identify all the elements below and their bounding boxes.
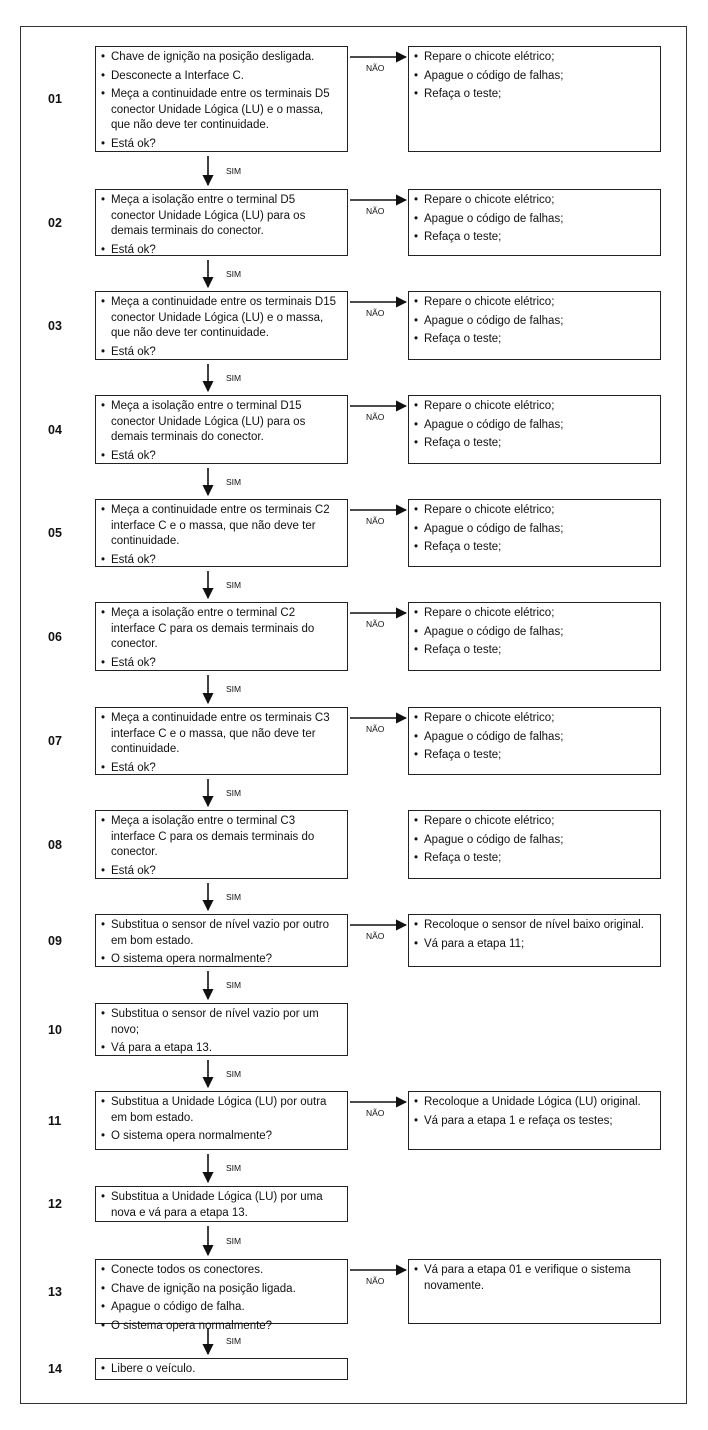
result-box-01: [408, 46, 661, 152]
no-label: NÃO: [366, 412, 385, 422]
bullet-item: • Substitua o sensor de nível vazio por outro em bom estado.: [101, 918, 342, 949]
bullet-item: • Recoloque o sensor de nível baixo original.: [414, 918, 655, 934]
no-label: NÃO: [366, 308, 385, 318]
yes-label: SIM: [226, 684, 242, 694]
bullet-item: • Refaça o teste;: [414, 436, 655, 452]
step-number: 08: [48, 837, 62, 852]
step-number: 07: [48, 734, 62, 748]
bullet-item: • Vá para a etapa 01 e verifique o sistema novamente.: [414, 1263, 655, 1294]
step-box-10: [95, 1003, 348, 1056]
bullet-item: • Apague o código de falhas;: [414, 522, 655, 538]
yes-label: SIM: [226, 579, 242, 590]
bullet-item: • Refaça o teste;: [414, 851, 655, 867]
result-box-11: [408, 1091, 661, 1150]
bullet-item: • Meça a continuidade entre os terminais D15 conector Unidade Lógica (LU) e o massa, que não deve ter continuidade.: [101, 295, 342, 342]
step-box-04: [95, 395, 348, 464]
bullet-item: • Meça a isolação entre o terminal C3 interface C para os demais terminais do conector.: [101, 814, 342, 861]
yes-label: SIM: [226, 1336, 242, 1346]
step-number: 02: [48, 215, 62, 230]
yes-label: SIM: [226, 1068, 242, 1079]
step-number: 05: [48, 526, 62, 540]
bullet-item: • Apague o código de falhas;: [414, 212, 655, 228]
step-box-13: [95, 1259, 348, 1332]
bullet-item: • Está ok?: [101, 656, 342, 672]
bullet-item: • Vá para a etapa 11;: [414, 937, 655, 953]
bullet-item: • Apague o código de falhas;: [414, 314, 655, 330]
bullet-item: • Está ok?: [101, 761, 342, 777]
step-box-03: [95, 291, 348, 360]
no-label: NÃO: [366, 206, 385, 216]
bullet-item: • Está ok?: [101, 137, 342, 153]
step-number: 04: [48, 422, 62, 437]
bullet-item: • Vá para a etapa 13.: [101, 1041, 342, 1057]
bullet-item: • Libere o veículo.: [101, 1362, 342, 1378]
result-box-02: [408, 189, 661, 256]
result-box-03: [408, 291, 661, 360]
bullet-item: • Apague o código de falhas;: [414, 418, 655, 434]
bullet-item: • Apague o código de falhas;: [414, 69, 655, 85]
bullet-item: • Repare o chicote elétrico;: [414, 399, 655, 415]
result-box-04: [408, 395, 661, 464]
step-number: 06: [48, 629, 62, 644]
result-box-06: [408, 602, 661, 671]
yes-label: SIM: [226, 165, 242, 176]
bullet-item: • Meça a continuidade entre os terminais C3 interface C e o massa, que não deve ter continuidade.: [101, 711, 342, 758]
bullet-item: • Está ok?: [101, 449, 342, 465]
bullet-item: • Meça a isolação entre o terminal D15 conector Unidade Lógica (LU) para os demais terminais do conector.: [101, 399, 342, 446]
no-label: NÃO: [366, 516, 385, 526]
yes-label: SIM: [226, 787, 242, 798]
bullet-item: • Refaça o teste;: [414, 643, 655, 659]
bullet-item: • Conecte todos os conectores.: [101, 1263, 342, 1279]
bullet-item: • Apague o código de falhas;: [414, 625, 655, 641]
bullet-item: • Refaça o teste;: [414, 230, 655, 246]
bullet-item: • Apague o código de falhas;: [414, 833, 655, 849]
step-box-05: [95, 499, 348, 567]
step-number: 09: [48, 933, 62, 948]
result-box-05: [408, 499, 661, 567]
bullet-item: • O sistema opera normalmente?: [101, 1319, 342, 1335]
no-label: NÃO: [366, 619, 385, 629]
step-box-09: [95, 914, 348, 967]
no-label: NÃO: [366, 724, 385, 734]
bullet-item: • Meça a continuidade entre os terminais D5 conector Unidade Lógica (LU) e o massa, que não deve ter continuidade.: [101, 87, 342, 134]
result-box-07: [408, 707, 661, 775]
yes-label: SIM: [226, 268, 242, 279]
step-box-12: [95, 1186, 348, 1222]
yes-label: SIM: [226, 1163, 242, 1173]
result-box-09: [408, 914, 661, 967]
bullet-item: • Substitua a Unidade Lógica (LU) por uma nova e vá para a etapa 13.: [101, 1190, 342, 1221]
bullet-item: • Repare o chicote elétrico;: [414, 503, 655, 519]
step-box-02: [95, 189, 348, 256]
yes-label: SIM: [226, 476, 242, 487]
no-label: NÃO: [366, 63, 385, 73]
bullet-item: • Está ok?: [101, 864, 342, 880]
step-number: 13: [48, 1284, 62, 1299]
bullet-item: • Chave de ignição na posição desligada.: [101, 50, 342, 66]
result-box-08: [408, 810, 661, 879]
bullet-item: • O sistema opera normalmente?: [101, 1129, 342, 1145]
bullet-item: • Apague o código de falhas;: [414, 730, 655, 746]
bullet-item: • Refaça o teste;: [414, 332, 655, 348]
bullet-item: • Repare o chicote elétrico;: [414, 814, 655, 830]
bullet-item: • Está ok?: [101, 345, 342, 361]
step-box-14: [95, 1358, 348, 1380]
bullet-item: • O sistema opera normalmente?: [101, 952, 342, 968]
bullet-item: • Substitua a Unidade Lógica (LU) por outra em bom estado.: [101, 1095, 342, 1126]
yes-label: SIM: [226, 372, 242, 383]
no-label: NÃO: [366, 931, 385, 941]
step-box-01: [95, 46, 348, 152]
step-box-08: [95, 810, 348, 879]
bullet-item: • Repare o chicote elétrico;: [414, 295, 655, 311]
step-number: 11: [48, 1113, 62, 1128]
bullet-item: • Vá para a etapa 1 e refaça os testes;: [414, 1114, 655, 1130]
bullet-item: • Meça a isolação entre o terminal D5 conector Unidade Lógica (LU) para os demais terminais do conector.: [101, 193, 342, 240]
yes-label: SIM: [226, 980, 242, 990]
yes-label: SIM: [226, 1235, 242, 1246]
bullet-item: • Desconecte a Interface C.: [101, 69, 342, 85]
step-number: 03: [48, 318, 62, 333]
yes-label: SIM: [226, 891, 242, 902]
bullet-item: • Refaça o teste;: [414, 540, 655, 556]
bullet-item: • Refaça o teste;: [414, 748, 655, 764]
bullet-item: • Meça a continuidade entre os terminais C2 interface C e o massa, que não deve ter continuidade.: [101, 503, 342, 550]
step-number: 01: [48, 92, 62, 106]
bullet-item: • Repare o chicote elétrico;: [414, 193, 655, 209]
bullet-item: • Repare o chicote elétrico;: [414, 711, 655, 727]
bullet-item: • Repare o chicote elétrico;: [414, 50, 655, 66]
bullet-item: • Está ok?: [101, 243, 342, 259]
result-box-13: [408, 1259, 661, 1324]
step-box-07: [95, 707, 348, 775]
bullet-item: • Repare o chicote elétrico;: [414, 606, 655, 622]
step-number: 12: [48, 1197, 62, 1211]
step-box-11: [95, 1091, 348, 1150]
bullet-item: • Substitua o sensor de nível vazio por um novo;: [101, 1007, 342, 1038]
bullet-item: • Meça a isolação entre o terminal C2 interface C para os demais terminais do conector.: [101, 606, 342, 653]
bullet-item: • Está ok?: [101, 553, 342, 569]
bullet-item: • Refaça o teste;: [414, 87, 655, 103]
bullet-item: • Recoloque a Unidade Lógica (LU) original.: [414, 1095, 655, 1111]
bullet-item: • Chave de ignição na posição ligada.: [101, 1282, 342, 1298]
step-number: 10: [48, 1022, 62, 1037]
step-box-06: [95, 602, 348, 671]
step-number: 14: [48, 1362, 62, 1376]
no-label: NÃO: [366, 1276, 385, 1286]
no-label: NÃO: [366, 1108, 385, 1118]
bullet-item: • Apague o código de falha.: [101, 1300, 342, 1316]
